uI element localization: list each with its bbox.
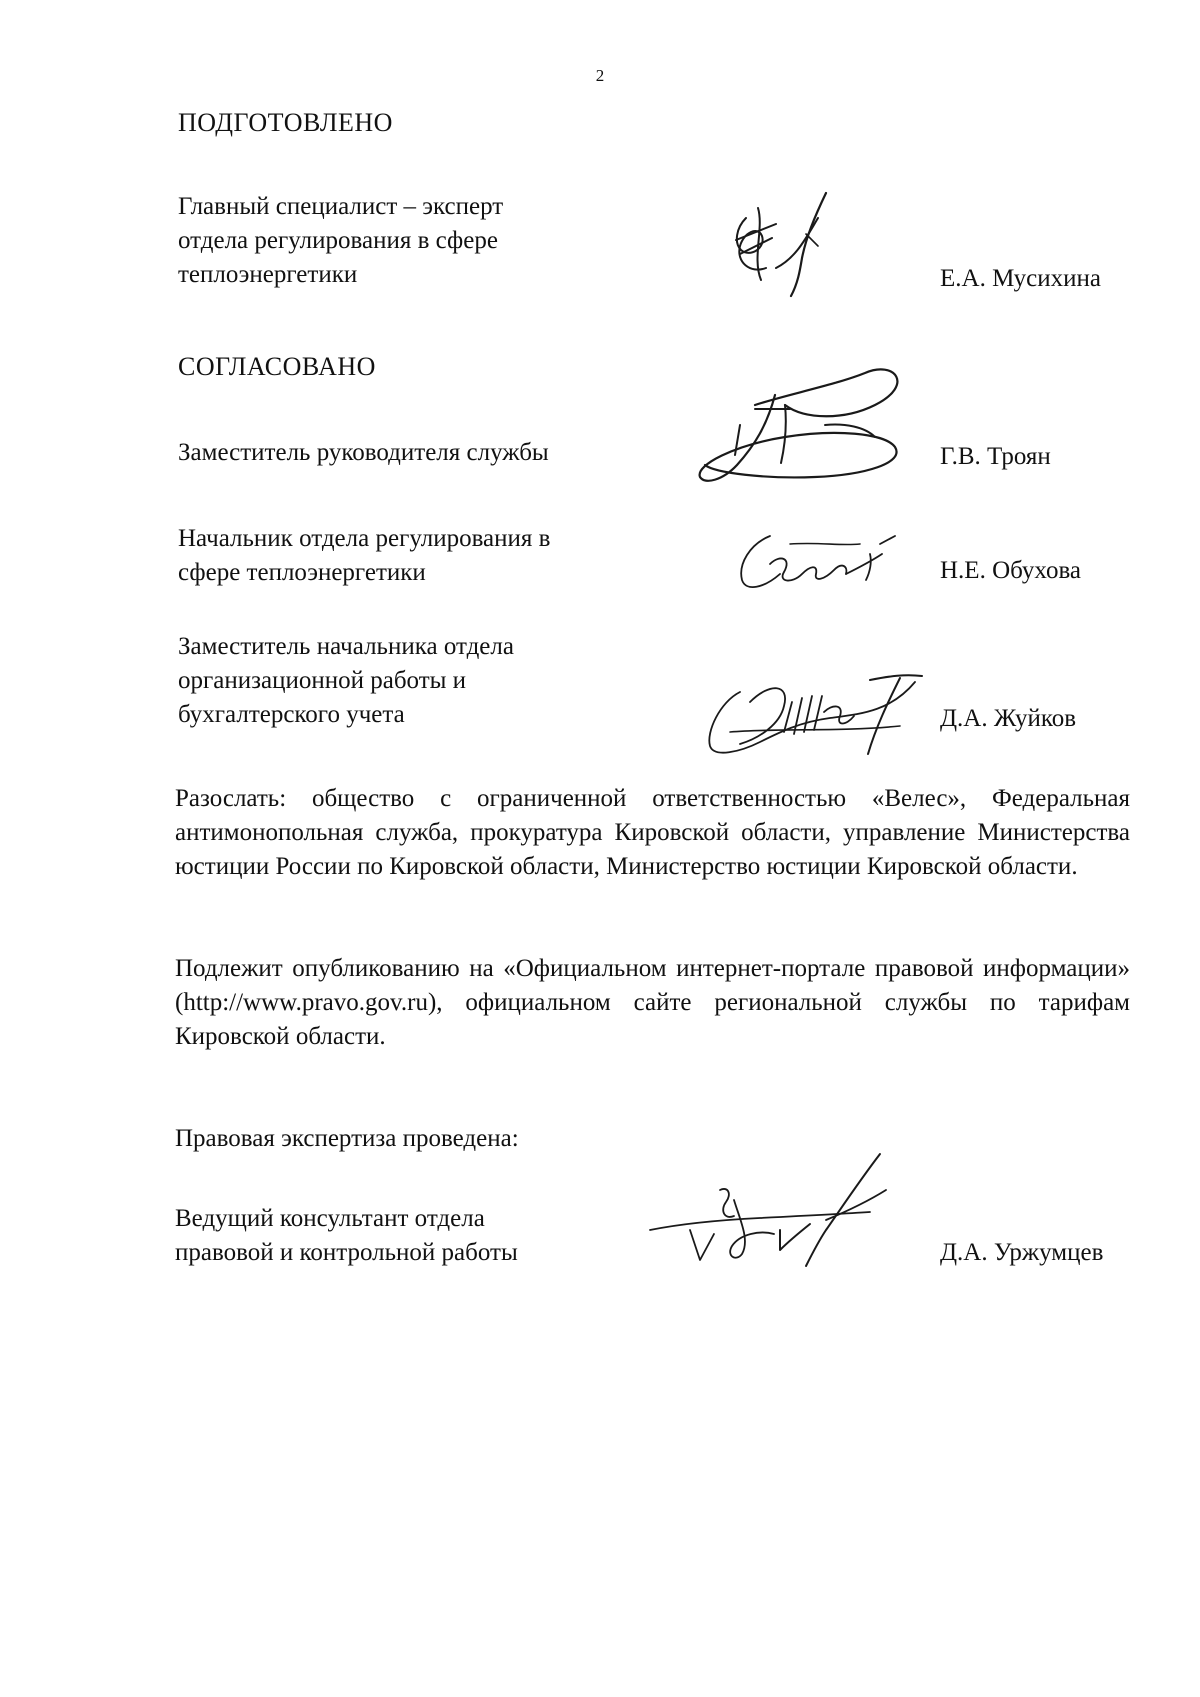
distribution-text: Разослать: общество с ограниченной ответственностью «Велес», Федеральная антимонопольная служба, прокуратура Кировской области, управление Министерства юстиции России по Кировской области, Министерство юстиции Кировской области. (175, 785, 1130, 880)
agreed-name-3: Д.А. Жуйков (940, 705, 1077, 732)
agreed-heading: СОГЛАСОВАНО (178, 352, 376, 381)
publication-text: Подлежит опубликованию на «Официальном интернет-портале правовой информации» (http://www.pravo.gov.ru), официальном сайте региональной службы по тарифам Кировской области. (175, 955, 1130, 1050)
prepared-position: Главный специалист – эксперт отдела регулирования в сфере теплоэнергетики (178, 193, 504, 288)
prepared-heading: ПОДГОТОВЛЕНО (178, 108, 393, 137)
signature-troyan (695, 365, 925, 505)
agreed-position-1: Заместитель руководителя службы (178, 439, 549, 466)
signature-urzhumtsev (650, 1150, 910, 1270)
legal-review-heading: Правовая экспертиза проведена: (175, 1125, 519, 1152)
agreed-name-2: Н.Е. Обухова (940, 557, 1082, 584)
signature-musikhina (706, 188, 856, 298)
legal-review-name: Д.А. Уржумцев (940, 1239, 1104, 1266)
prepared-name: Е.А. Мусихина (940, 265, 1102, 292)
signature-zhuykov (700, 672, 930, 762)
legal-review-position: Ведущий консультант отдела правовой и контрольной работы (175, 1205, 518, 1266)
agreed-position-3: Заместитель начальника отдела организационной работы и бухгалтерского учета (178, 633, 514, 728)
agreed-name-1: Г.В. Троян (940, 443, 1051, 470)
agreed-position-2: Начальник отдела регулирования в сфере теплоэнергетики (178, 525, 551, 586)
page-number: 2 (595, 66, 605, 85)
signature-obukhova (730, 524, 900, 594)
